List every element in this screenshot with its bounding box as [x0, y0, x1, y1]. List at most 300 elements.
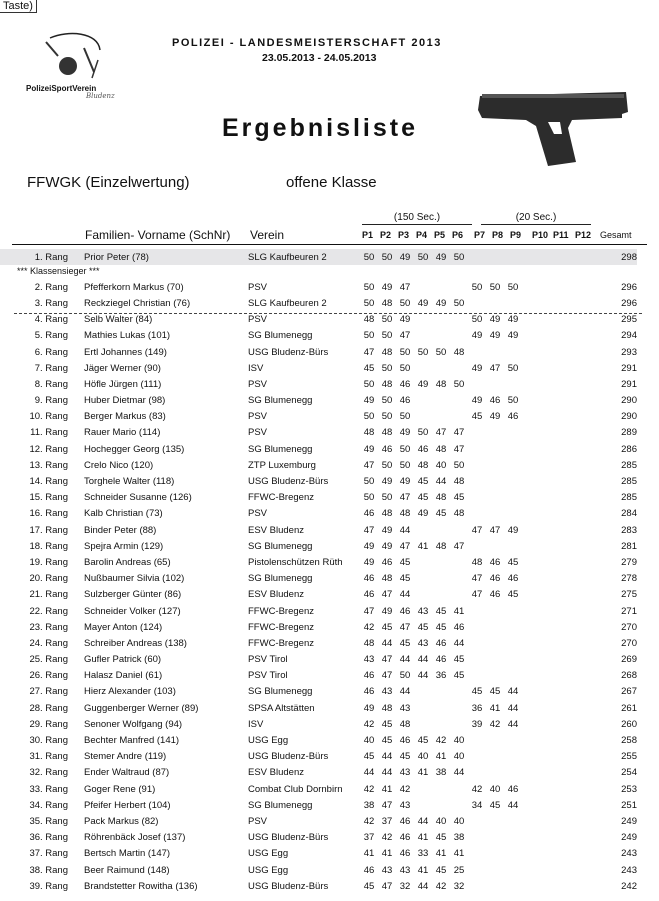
result-row	[0, 312, 637, 328]
pass-score-cell	[522, 813, 539, 829]
pass-score-cell: 42	[363, 621, 375, 633]
pass-score-cell	[468, 249, 486, 265]
result-row	[0, 441, 637, 457]
verein-cell: FFWC-Bregenz	[248, 637, 314, 649]
pass-score-cell	[486, 457, 504, 473]
pass-score-cell	[414, 781, 432, 797]
verein-cell: USG Bludenz-Bürs	[248, 880, 329, 892]
name-cell: Mathies Lukas (101)	[84, 330, 171, 342]
pass-score-cell: 50	[507, 395, 519, 407]
rank-cell: 2. Rang	[34, 281, 68, 293]
pass-score-cell: 46	[363, 589, 375, 601]
pass-score-cell: 46	[363, 686, 375, 698]
result-row	[0, 635, 637, 651]
pass-score-cell: 49	[489, 314, 501, 326]
club-logo-subtext: Bludenz	[86, 92, 115, 100]
pass-score-cell	[539, 490, 556, 506]
pass-score-cell: 50	[399, 411, 411, 423]
pass-score-cell: 45	[471, 686, 483, 698]
total-cell: 285	[621, 476, 637, 488]
rank-cell: 32. Rang	[29, 767, 68, 779]
verein-cell: USG Bludenz-Bürs	[248, 476, 329, 488]
pass-score-cell	[486, 506, 504, 522]
pass-score-cell	[450, 360, 468, 376]
pass-score-cell: 50	[381, 411, 393, 423]
name-cell: Schreiber Andreas (138)	[84, 637, 187, 649]
total-cell: 261	[621, 702, 637, 714]
verein-cell: PSV Tirol	[248, 670, 288, 682]
verein-cell: SG Blumenegg	[248, 540, 313, 552]
result-row	[0, 797, 637, 813]
result-row	[0, 813, 637, 829]
pass-score-cell: 48	[435, 492, 447, 504]
pass-score-cell	[556, 473, 573, 489]
pass-score-cell: 36	[435, 670, 447, 682]
total-cell: 243	[621, 848, 637, 860]
pass-score-cell: 49	[399, 427, 411, 439]
pass-score-cell: 46	[363, 670, 375, 682]
pass-score-cell: 44	[507, 686, 519, 698]
verein-cell: USG Egg	[248, 864, 289, 876]
pass-score-cell: 46	[489, 573, 501, 585]
result-row	[0, 409, 637, 425]
rank-cell: 16. Rang	[29, 508, 68, 520]
pass-score-cell	[522, 457, 539, 473]
pass-score-cell: 45	[381, 718, 393, 730]
pass-score-cell: 47	[381, 654, 393, 666]
total-cell: 271	[621, 605, 637, 617]
pass-score-cell: 45	[417, 476, 429, 488]
pass-score-cell: 48	[399, 718, 411, 730]
pass-score-cell	[539, 846, 556, 862]
pass-score-cell: 48	[381, 427, 393, 439]
pass-score-cell: 50	[363, 281, 375, 293]
pass-score-cell: 44	[399, 589, 411, 601]
pass-score-cell	[486, 813, 504, 829]
column-header-pass: P7	[474, 230, 486, 240]
pass-score-cell: 44	[453, 767, 465, 779]
verein-cell: SG Blumenegg	[248, 573, 313, 585]
pass-score-cell	[504, 344, 522, 360]
pass-score-cell: 50	[453, 297, 465, 309]
name-cell: Prior Peter (78)	[84, 249, 248, 265]
pass-score-cell	[450, 781, 468, 797]
verein-cell: PSV	[248, 378, 268, 390]
pass-score-cell: 44	[381, 767, 393, 779]
klassensieger-note: *** Klassensieger ***	[17, 266, 100, 276]
column-header-pass: P11	[553, 230, 569, 240]
rank-cell: 11. Rang	[30, 427, 68, 439]
pass-score-cell	[486, 603, 504, 619]
pass-score-cell	[556, 376, 573, 392]
pass-score-cell	[556, 328, 573, 344]
pass-score-cell: 46	[381, 443, 393, 455]
pass-score-cell: 50	[381, 330, 393, 342]
pass-score-cell	[522, 360, 539, 376]
rank-cell: 28. Rang	[29, 702, 68, 714]
pistol-image	[476, 82, 636, 168]
verein-cell: ZTP Luxemburg	[248, 459, 316, 471]
pass-score-cell	[556, 813, 573, 829]
pass-score-cell	[556, 409, 573, 425]
column-header-name: Familien- Vorname (SchNr)	[85, 228, 231, 242]
pass-score-cell: 44	[363, 767, 375, 779]
pass-score-cell	[556, 425, 573, 441]
pass-score-cell	[522, 765, 539, 781]
pass-score-cell	[539, 765, 556, 781]
rank-cell: 24. Rang	[29, 637, 68, 649]
pass-score-cell	[556, 862, 573, 878]
pass-score-cell: 42	[489, 718, 501, 730]
pass-score-cell	[539, 781, 556, 797]
pass-score-cell: 43	[399, 767, 411, 779]
column-header-gesamt: Gesamt	[600, 230, 632, 240]
pass-score-cell: 44	[435, 476, 447, 488]
rank-cell: 4. Rang	[34, 314, 68, 326]
name-cell: Jäger Werner (90)	[84, 362, 161, 374]
pass-score-cell	[450, 393, 468, 409]
pass-score-cell	[414, 684, 432, 700]
pass-score-cell: 39	[471, 718, 483, 730]
total-cell: 298	[573, 249, 637, 265]
total-cell: 269	[621, 654, 637, 666]
pass-score-cell: 50	[435, 346, 447, 358]
pass-score-cell	[450, 279, 468, 295]
pass-score-cell: 47	[363, 459, 375, 471]
name-cell: Kalb Christian (73)	[84, 508, 163, 520]
pass-score-cell: 49	[399, 476, 411, 488]
rank-cell: 5. Rang	[34, 330, 68, 342]
pass-score-cell	[522, 684, 539, 700]
rank-cell: 20. Rang	[29, 573, 68, 585]
pass-score-cell: 45	[399, 573, 411, 585]
pass-group-20: (20 Sec.)	[481, 212, 591, 225]
pass-score-cell	[522, 749, 539, 765]
pass-score-cell: 48	[417, 459, 429, 471]
pass-score-cell	[468, 344, 486, 360]
pass-score-cell	[504, 376, 522, 392]
name-cell: Bertsch Martin (147)	[84, 848, 171, 860]
result-row	[0, 587, 637, 603]
result-row	[0, 360, 637, 376]
verein-cell: PSV	[248, 411, 268, 423]
rank-cell: 8. Rang	[34, 378, 68, 390]
pass-group-150: (150 Sec.)	[362, 212, 472, 225]
pass-score-cell	[522, 441, 539, 457]
name-cell: Rauer Mario (114)	[84, 427, 161, 439]
pass-score-cell: 48	[363, 637, 375, 649]
pass-score-cell: 49	[432, 249, 450, 265]
pass-score-cell: 45	[417, 492, 429, 504]
total-cell: 249	[621, 832, 637, 844]
total-cell: 295	[621, 314, 637, 326]
pass-score-cell: 48	[381, 573, 393, 585]
rank-cell: 30. Rang	[29, 735, 68, 747]
pass-score-cell: 41	[417, 767, 429, 779]
verein-cell: SLG Kaufbeuren 2	[248, 249, 360, 265]
rank-cell: 1. Rang	[0, 249, 84, 265]
pass-score-cell	[556, 587, 573, 603]
event-dates: 23.05.2013 - 24.05.2013	[262, 52, 377, 64]
pass-score-cell	[539, 522, 556, 538]
pass-score-cell	[486, 376, 504, 392]
pass-score-cell: 47	[363, 524, 375, 536]
pass-score-cell: 45	[507, 556, 519, 568]
pass-score-cell	[468, 668, 486, 684]
pass-score-cell	[468, 538, 486, 554]
pass-score-cell: 49	[417, 378, 429, 390]
pass-score-cell: 42	[363, 815, 375, 827]
pass-score-cell	[539, 749, 556, 765]
verein-cell: SG Blumenegg	[248, 686, 313, 698]
pass-score-cell: 44	[507, 799, 519, 811]
pass-score-cell	[504, 846, 522, 862]
rank-cell: 37. Rang	[29, 848, 68, 860]
total-cell: 291	[621, 362, 637, 374]
pass-score-cell: 46	[489, 556, 501, 568]
pass-score-cell	[432, 587, 450, 603]
name-cell: Schneider Susanne (126)	[84, 492, 192, 504]
pass-score-cell	[486, 249, 504, 265]
result-row	[0, 249, 637, 265]
total-cell: 242	[621, 880, 637, 892]
pass-score-cell	[432, 797, 450, 813]
rank-cell: 15. Rang	[29, 492, 68, 504]
pass-score-cell: 44	[399, 686, 411, 698]
pass-score-cell	[539, 441, 556, 457]
pass-score-cell	[468, 619, 486, 635]
rank-cell: 38. Rang	[29, 864, 68, 876]
pass-score-cell: 45	[381, 621, 393, 633]
pass-score-cell: 45	[435, 864, 447, 876]
pass-score-cell: 45	[453, 670, 465, 682]
pass-score-cell	[556, 830, 573, 846]
pass-score-cell	[539, 603, 556, 619]
pass-score-cell	[486, 862, 504, 878]
pass-score-cell	[414, 797, 432, 813]
pass-score-cell: 49	[363, 395, 375, 407]
total-cell: 275	[621, 589, 637, 601]
pass-score-cell: 50	[414, 249, 432, 265]
result-row	[0, 506, 637, 522]
result-row	[0, 425, 637, 441]
name-cell: Crelo Nico (120)	[84, 459, 154, 471]
pass-score-cell	[522, 409, 539, 425]
name-cell: Pack Markus (82)	[84, 815, 159, 827]
pass-score-cell: 50	[417, 427, 429, 439]
pass-score-cell: 46	[399, 395, 411, 407]
pass-score-cell: 50	[378, 249, 396, 265]
pass-score-cell	[522, 878, 539, 894]
pass-score-cell	[432, 522, 450, 538]
pass-score-cell: 50	[489, 281, 501, 293]
pass-score-cell	[414, 700, 432, 716]
pass-score-cell	[556, 684, 573, 700]
total-cell: 290	[621, 395, 637, 407]
pass-score-cell	[539, 813, 556, 829]
pass-score-cell: 47	[435, 427, 447, 439]
pass-score-cell	[539, 797, 556, 813]
pass-score-cell: 48	[435, 540, 447, 552]
pass-score-cell: 49	[507, 314, 519, 326]
pass-score-cell: 43	[399, 799, 411, 811]
pass-score-cell	[486, 668, 504, 684]
name-cell: Barolin Andreas (65)	[84, 556, 171, 568]
pass-score-cell	[522, 652, 539, 668]
pass-score-cell	[432, 393, 450, 409]
pass-score-cell	[504, 603, 522, 619]
pass-score-cell	[414, 716, 432, 732]
pass-score-cell	[450, 797, 468, 813]
pass-score-cell	[556, 878, 573, 894]
pass-score-cell: 44	[507, 702, 519, 714]
pass-score-cell	[450, 554, 468, 570]
pass-score-cell	[504, 295, 522, 311]
rank-cell: 31. Rang	[29, 751, 68, 763]
pass-score-cell: 50	[363, 411, 375, 423]
name-cell: Höfle Jürgen (111)	[84, 378, 162, 390]
total-cell: 291	[621, 378, 637, 390]
total-cell: 279	[621, 556, 637, 568]
pass-score-cell	[539, 393, 556, 409]
result-row	[0, 830, 637, 846]
pass-score-cell	[522, 425, 539, 441]
pass-score-cell	[504, 878, 522, 894]
pass-score-cell	[450, 328, 468, 344]
pass-score-cell	[432, 700, 450, 716]
result-row	[0, 846, 637, 862]
pass-score-cell: 49	[417, 297, 429, 309]
column-header-verein: Verein	[250, 228, 285, 242]
pass-score-cell: 42	[435, 735, 447, 747]
pass-score-cell	[539, 716, 556, 732]
pass-score-cell: 43	[381, 686, 393, 698]
pass-score-cell: 46	[399, 848, 411, 860]
pass-score-cell	[504, 635, 522, 651]
pass-score-cell: 47	[471, 573, 483, 585]
rank-cell: 23. Rang	[29, 621, 68, 633]
pass-score-cell: 50	[471, 281, 483, 293]
pass-score-cell	[539, 700, 556, 716]
pass-score-cell	[504, 862, 522, 878]
pass-score-cell: 45	[435, 508, 447, 520]
pass-score-cell	[539, 425, 556, 441]
pass-score-cell	[450, 312, 468, 328]
verein-cell: USG Bludenz-Bürs	[248, 832, 329, 844]
pass-score-cell: 46	[399, 832, 411, 844]
pass-score-cell	[504, 830, 522, 846]
pass-score-cell	[414, 587, 432, 603]
pass-score-cell	[522, 587, 539, 603]
pass-score-cell	[539, 619, 556, 635]
pass-score-cell	[486, 765, 504, 781]
pass-score-cell	[486, 490, 504, 506]
total-cell: 260	[621, 718, 637, 730]
pass-score-cell	[556, 716, 573, 732]
pass-score-cell: 45	[471, 411, 483, 423]
pass-score-cell	[522, 830, 539, 846]
pass-score-cell: 44	[453, 637, 465, 649]
verein-cell: SG Blumenegg	[248, 443, 313, 455]
verein-cell: FFWC-Bregenz	[248, 605, 314, 617]
total-cell: 270	[621, 637, 637, 649]
rank-cell: 36. Rang	[29, 832, 68, 844]
pass-score-cell: 50	[363, 330, 375, 342]
rank-cell: 7. Rang	[34, 362, 68, 374]
pass-score-cell: 46	[435, 654, 447, 666]
pass-score-cell: 46	[399, 605, 411, 617]
pass-score-cell	[539, 279, 556, 295]
pass-score-cell: 50	[381, 314, 393, 326]
pass-score-cell	[522, 571, 539, 587]
result-row	[0, 538, 637, 554]
pass-score-cell: 46	[435, 637, 447, 649]
pass-score-cell: 45	[363, 362, 375, 374]
pass-score-cell: 48	[381, 508, 393, 520]
pass-score-cell	[504, 619, 522, 635]
rank-cell: 21. Rang	[29, 589, 68, 601]
pass-score-cell	[414, 554, 432, 570]
pass-score-cell	[486, 344, 504, 360]
pass-score-cell	[468, 506, 486, 522]
pass-score-cell: 44	[381, 751, 393, 763]
total-cell: 285	[621, 492, 637, 504]
corner-label: Taste)	[0, 0, 37, 13]
pass-score-cell: 46	[507, 783, 519, 795]
pass-score-cell	[556, 457, 573, 473]
pass-score-cell	[468, 490, 486, 506]
pass-score-cell: 45	[489, 799, 501, 811]
name-cell: Pfefferkorn Markus (70)	[84, 281, 184, 293]
pass-score-cell: 47	[381, 799, 393, 811]
pass-score-cell: 45	[435, 832, 447, 844]
pass-score-cell	[556, 732, 573, 748]
pass-score-cell	[468, 765, 486, 781]
total-cell: 290	[621, 411, 637, 423]
pass-score-cell: 43	[363, 654, 375, 666]
pass-score-cell	[522, 312, 539, 328]
total-cell: 283	[621, 524, 637, 536]
pass-score-cell	[556, 295, 573, 311]
name-cell: Hierz Alexander (103)	[84, 686, 176, 698]
pass-score-cell	[504, 652, 522, 668]
result-row	[0, 878, 637, 894]
pass-score-cell: 46	[363, 508, 375, 520]
pass-score-cell: 46	[399, 378, 411, 390]
name-cell: Röhrenbäck Josef (137)	[84, 832, 186, 844]
name-cell: Stemer Andre (119)	[84, 751, 167, 763]
pass-score-cell: 50	[381, 459, 393, 471]
pass-score-cell	[468, 862, 486, 878]
pass-score-cell: 41	[417, 832, 429, 844]
pass-score-cell: 50	[450, 249, 468, 265]
name-cell: Spejra Armin (129)	[84, 540, 164, 552]
pass-score-cell	[468, 830, 486, 846]
pass-score-cell: 48	[453, 476, 465, 488]
rank-cell: 29. Rang	[29, 718, 68, 730]
pass-score-cell	[504, 668, 522, 684]
pass-score-cell: 46	[453, 621, 465, 633]
pass-score-cell	[432, 328, 450, 344]
pass-score-cell	[556, 846, 573, 862]
pass-score-cell	[539, 571, 556, 587]
pass-score-cell	[556, 603, 573, 619]
pass-score-cell	[468, 635, 486, 651]
name-cell: Halasz Daniel (61)	[84, 670, 163, 682]
column-header-pass: P8	[492, 230, 504, 240]
rank-cell: 12. Rang	[29, 443, 68, 455]
pass-score-cell: 44	[417, 880, 429, 892]
